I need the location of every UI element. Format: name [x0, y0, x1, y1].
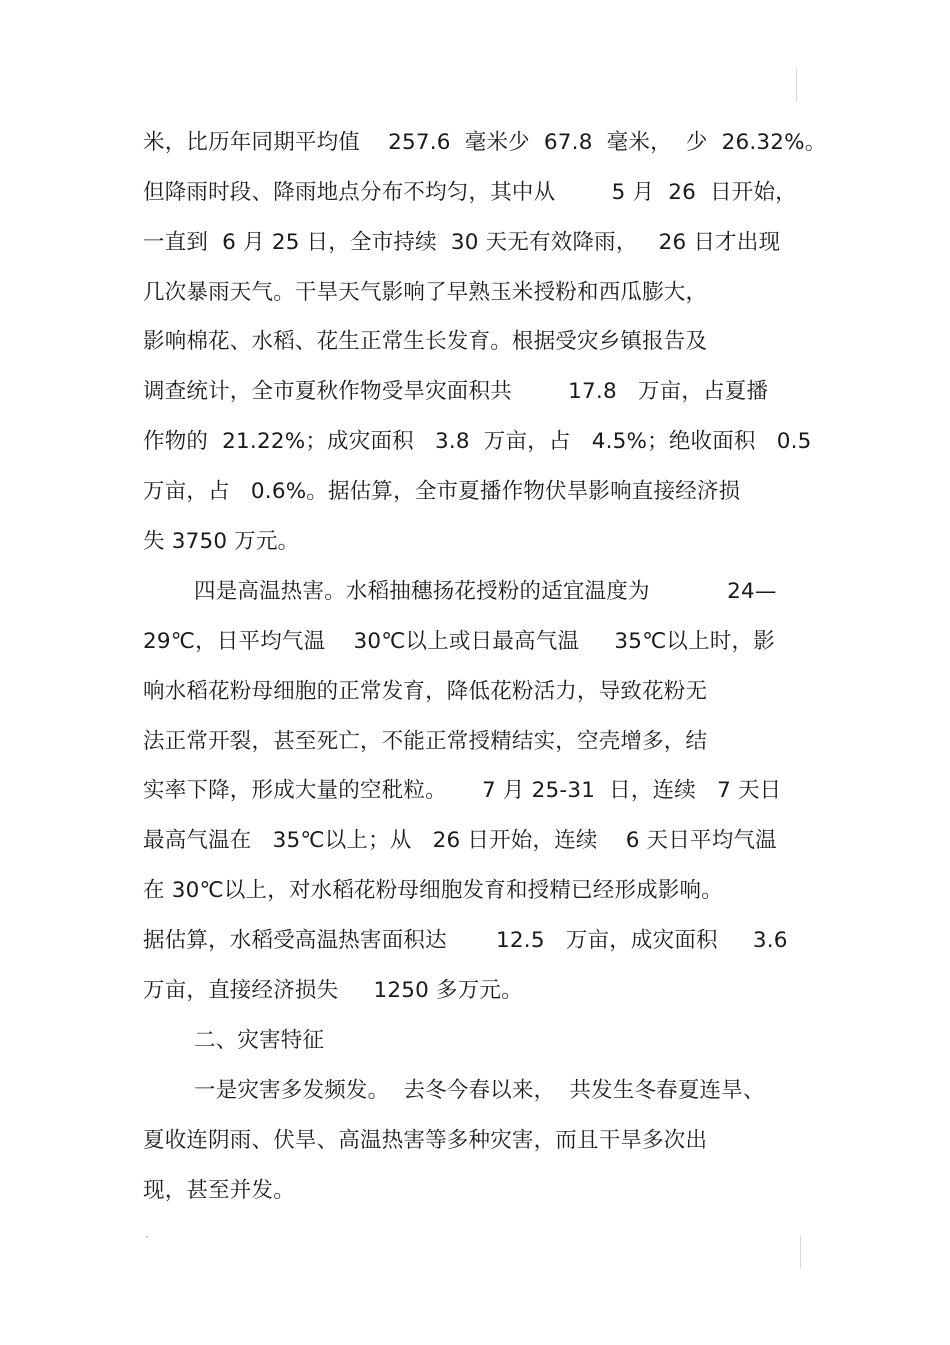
- text-line: 响水稻花粉母细胞的正常发育，降低花粉活力，导致花粉无: [143, 679, 708, 704]
- text-line: 29℃，日平均气温 30℃以上或日最高气温 35℃以上时，影: [143, 629, 775, 654]
- text-line: 据估算，水稻受高温热害面积达 12.5 万亩，成灾面积 3.6: [143, 928, 788, 953]
- text-line: 万亩，占 0.6%。据估算，全市夏播作物伏旱影响直接经济损: [143, 479, 741, 504]
- text-line: 法正常开裂，甚至死亡，不能正常授精结实，空壳增多，结: [143, 729, 708, 754]
- text-line: 但降雨时段、降雨地点分布不均匀，其中从 5 月 26 日开始，: [143, 180, 797, 205]
- text-line: 几次暴雨天气。干旱天气影响了早熟玉米授粉和西瓜膨大，: [143, 280, 708, 305]
- text-line: 万亩，直接经济损失 1250 多万元。: [143, 978, 523, 1003]
- text-line: 作物的 21.22%；成灾面积 3.8 万亩，占 4.5%；绝收面积 0.5: [143, 429, 812, 454]
- text-line: 实率下降，形成大量的空秕粒。 7 月 25-31 日，连续 7 天日: [143, 778, 782, 803]
- page-corner-mark-top: [796, 68, 797, 102]
- text-line: 最高气温在 35℃以上；从 26 日开始，连续 6 天日平均气温: [143, 828, 777, 853]
- text-line: 夏收连阴雨、伏旱、高温热害等多种灾害，而且干旱多次出: [143, 1128, 708, 1153]
- text-line: 现，甚至并发。: [143, 1178, 295, 1203]
- text-line: 调查统计，全市夏秋作物受旱灾面积共 17.8 万亩，占夏播: [143, 379, 769, 404]
- paragraph-heading-line: 四是高温热害。水稻抽穗扬花授粉的适宜温度为 24—: [194, 579, 777, 604]
- text-line: 在 30℃以上，对水稻花粉母细胞发育和授精已经形成影响。: [143, 878, 723, 903]
- text-line: 失 3750 万元。: [143, 529, 300, 554]
- page-corner-dot: [146, 1236, 148, 1238]
- text-line: 影响棉花、水稻、花生正常生长发育。根据受灾乡镇报告及: [143, 329, 708, 354]
- section-heading: 二、灾害特征: [194, 1028, 325, 1053]
- paragraph-heading-line: 一是灾害多发频发。 去冬今春以来， 共发生冬春夏连旱、: [194, 1078, 765, 1103]
- page-corner-mark-bottom: [800, 1235, 801, 1269]
- text-line: 米，比历年同期平均值 257.6 毫米少 67.8 毫米， 少 26.32%。: [143, 130, 827, 155]
- text-line: 一直到 6 月 25 日，全市持续 30 天无有效降雨， 26 日才出现: [143, 230, 781, 255]
